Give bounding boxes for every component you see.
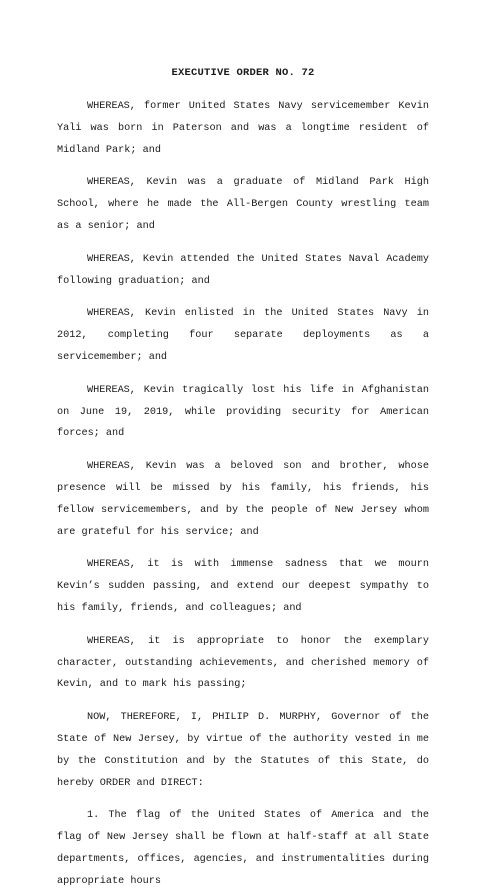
paragraph-enlistment: WHEREAS, Kevin enlisted in the United States Navy in 2012, completing four separate deployments as a servicemember; and bbox=[57, 308, 429, 363]
document-title: EXECUTIVE ORDER NO. 72 bbox=[171, 67, 315, 79]
paragraph-family: WHEREAS, Kevin was a beloved son and brother, whose presence will be missed by his family, his friends, his fellow servicemembers, and by the people of New Jersey whom are grateful for his service; and bbox=[57, 461, 429, 538]
paragraph-birthplace: WHEREAS, former United States Navy servicemember Kevin Yali was born in Paterson and was a longtime resident of Midland Park; and bbox=[57, 101, 429, 156]
paragraph-sympathy: WHEREAS, it is with immense sadness that we mourn Kevin’s sudden passing, and extend our deepest sympathy to his family, friends, and colleagues; and bbox=[57, 559, 429, 614]
paragraph-afghanistan: WHEREAS, Kevin tragically lost his life in Afghanistan on June 19, 2019, while providing security for American forces; and bbox=[57, 384, 429, 440]
paragraph-honor: WHEREAS, it is appropriate to honor the exemplary character, outstanding achievements, and cherished memory of Kevin, and to mark his passing; bbox=[57, 635, 429, 691]
paragraph-naval-academy: WHEREAS, Kevin attended the United States Naval Academy following graduation; and bbox=[57, 253, 429, 287]
paragraph-directive-1: 1. The flag of the United States of America and the flag of New Jersey shall be flown at half-staff at all State departments, offices, agencies, and instrumentalities during appropriate hours bbox=[57, 810, 429, 887]
paragraph-order: NOW, THEREFORE, I, PHILIP D. MURPHY, Governor of the State of New Jersey, by virtue of the authority vested in me by the Constitution and by the Statutes of this State, do hereby ORDER and DIRECT: bbox=[57, 712, 429, 789]
document-body bbox=[57, 96, 429, 893]
paragraph-high-school: WHEREAS, Kevin was a graduate of Midland Park High School, where he made the All-Bergen County wrestling team as a senior; and bbox=[57, 177, 429, 232]
